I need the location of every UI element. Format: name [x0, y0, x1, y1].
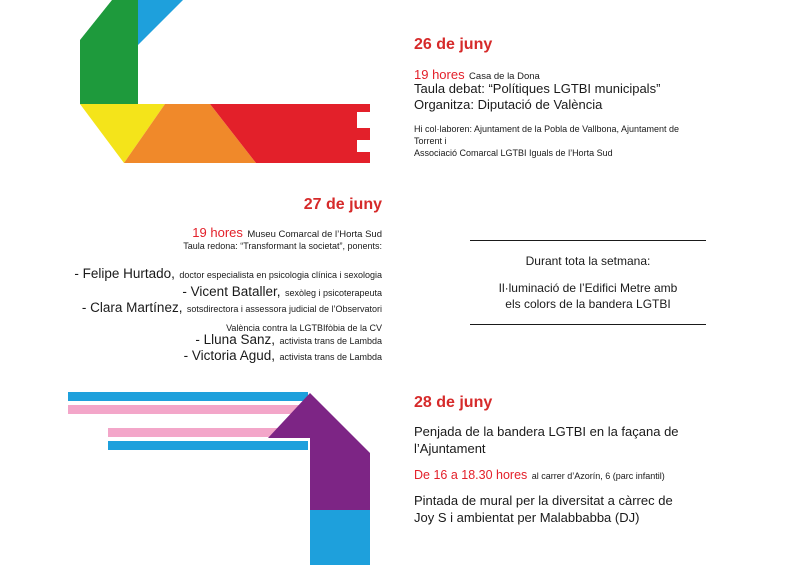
speaker-desc: València contra la LGTBIfòbia de la CV: [226, 323, 382, 333]
week-box-text: [470, 280, 706, 312]
event1-collab-line: Associació Comarcal LGTBI Iguals de l’Horta Sud: [414, 148, 613, 158]
event3-time-row: [414, 466, 665, 484]
speaker-desc: activista trans de Lambda: [279, 352, 382, 362]
speaker-desc: sexòleg i psicoterapeuta: [284, 288, 382, 298]
event1-collab-line: Hi col·laboren: Ajuntament de la Pobla de Vallbona, Ajuntament de: [414, 124, 680, 134]
speaker-row: [74, 265, 382, 283]
event3-line: Joy S i ambientat per Malabbabba (DJ): [414, 510, 640, 525]
week-box-heading: Durant tota la setmana:: [525, 254, 651, 268]
event1-collab-line: Torrent i: [414, 136, 447, 146]
speaker-name: - Clara Martínez,: [81, 300, 183, 315]
event3-date: 28 de juny: [414, 394, 493, 411]
event3-line: Pintada de mural per la diversitat a càrrec de: [414, 493, 673, 508]
event2-venue: Museu Comarcal de l’Horta Sud: [247, 229, 382, 240]
event1-date: 26 de juny: [414, 36, 493, 53]
event3-line: Penjada de la bandera LGTBI en la façana de: [414, 424, 679, 439]
event2-date: 27 de juny: [303, 196, 382, 213]
event1-time: 19 hores: [414, 67, 465, 82]
event2-time-row: [192, 224, 382, 242]
week-box-top-rule: [470, 240, 706, 241]
trans-blue-stripe: [68, 392, 308, 401]
event3-venue: al carrer d’Azorín, 6 (parc infantil): [531, 471, 665, 481]
speaker-row: [184, 347, 382, 365]
speaker-desc: sotsdirectora i assessora judicial de l’Observatori: [186, 304, 382, 314]
speaker-name: - Felipe Hurtado,: [74, 266, 175, 281]
event3-description-2: [414, 492, 673, 526]
event3-description-1: [414, 423, 679, 457]
event3-line: l’Ajuntament: [414, 441, 486, 456]
green-band: [80, 0, 138, 104]
blue-band: [138, 0, 183, 45]
event2-subtitle: Taula redona: “Transformant la societat”, ponents:: [183, 241, 382, 251]
trans-blue-stripe-2: [108, 441, 308, 450]
speaker-name: - Victoria Agud,: [183, 348, 275, 363]
speaker-row: [82, 299, 382, 317]
event1-title: Taula debat: “Polítiques LGTBI municipals”: [414, 81, 661, 96]
speaker-name: - Lluna Sanz,: [195, 332, 275, 347]
event1-organizer: Organitza: Diputació de València: [414, 97, 603, 112]
speaker-name: - Vicent Bataller,: [182, 284, 281, 299]
event1-venue: Casa de la Dona: [469, 71, 540, 82]
event3-time: De 16 a 18.30 hores: [414, 468, 528, 482]
event1-collaborators: [414, 123, 679, 159]
week-box-line: Il·luminació de l’Edifici Metre amb: [498, 281, 678, 295]
speaker-desc: activista trans de Lambda: [279, 336, 382, 346]
event2-time: 19 hores: [192, 225, 243, 240]
week-box-bottom-rule: [470, 324, 706, 325]
blue-bottom-band: [310, 510, 370, 565]
speaker-desc: doctor especialista en psicologia clínica i sexologia: [179, 270, 382, 280]
trans-pink-stripe: [68, 405, 308, 414]
week-box-line: els colors de la bandera LGTBI: [505, 297, 671, 311]
